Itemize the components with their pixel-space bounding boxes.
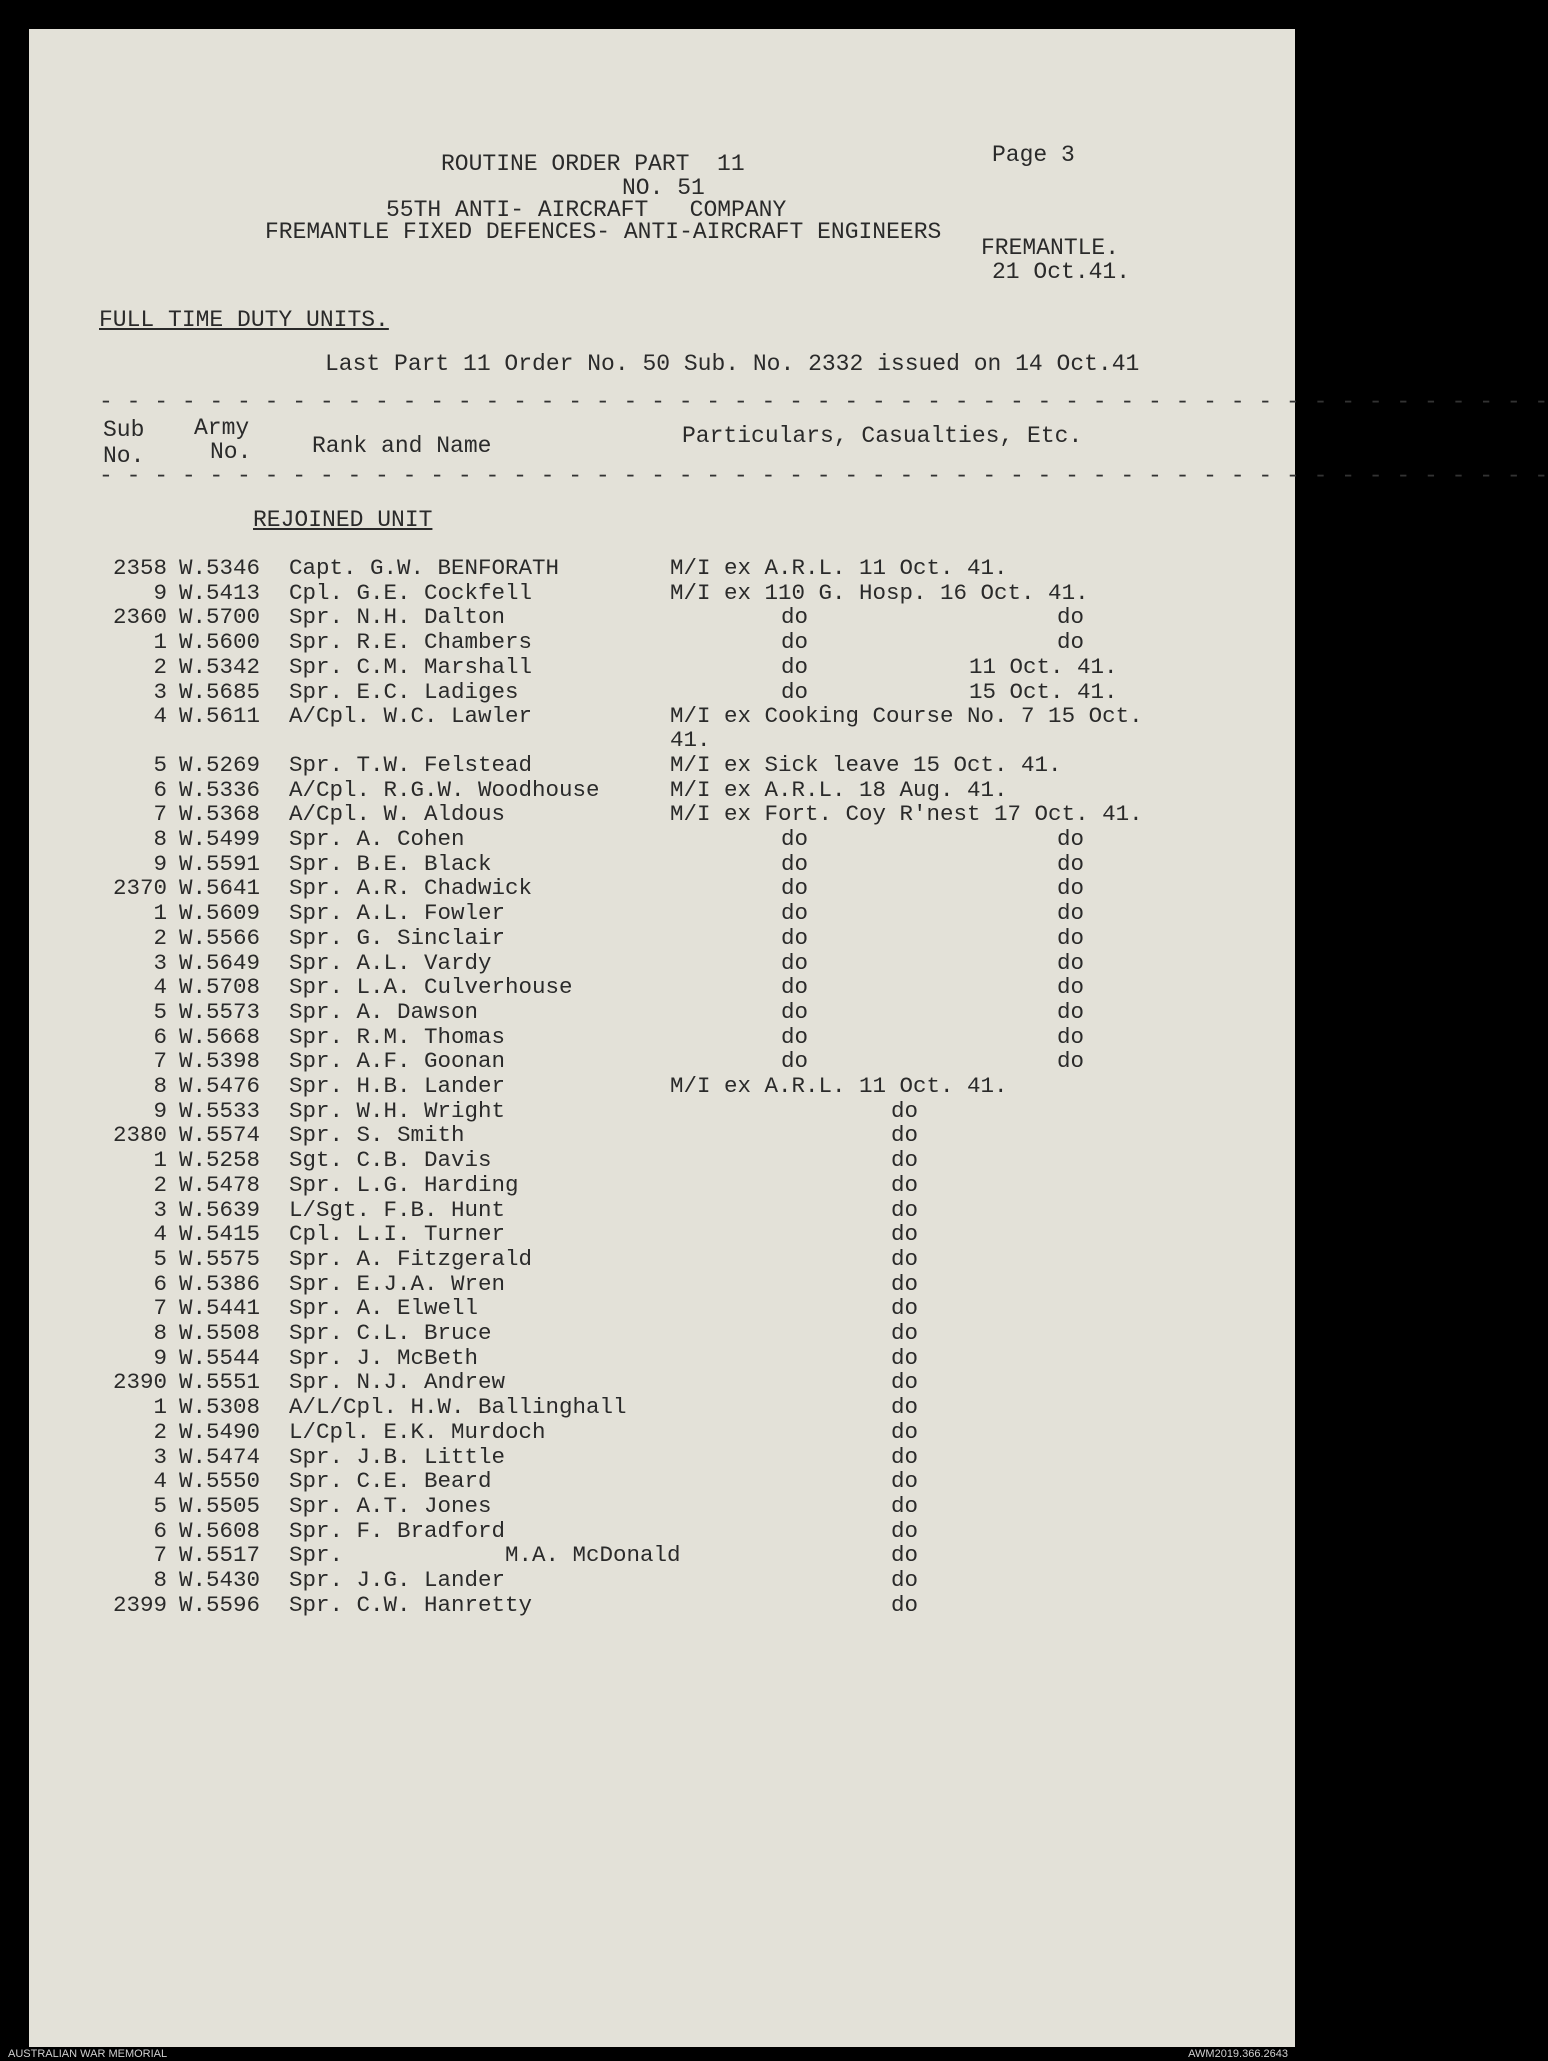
- sub-number: 9: [153, 580, 167, 606]
- army-number: W.5609: [179, 900, 261, 926]
- rank-and-name: Spr. E.C. Ladiges: [289, 679, 519, 705]
- ditto-mark: do: [781, 654, 809, 680]
- sub-number: 9: [153, 1098, 167, 1124]
- ditto-mark: do: [891, 1147, 919, 1173]
- army-number: W.5474: [179, 1444, 261, 1470]
- ditto-date: do: [1057, 1024, 1085, 1050]
- sub-number: 8: [153, 826, 167, 852]
- sub-number: 4: [153, 1468, 167, 1494]
- ditto-mark: do: [891, 1369, 919, 1395]
- army-number: W.5346: [179, 555, 261, 581]
- rank-and-name: Spr. F. Bradford: [289, 1518, 506, 1544]
- last-order-line: Last Part 11 Order No. 50 Sub. No. 2332 issued on 14 Oct.41: [325, 351, 1140, 377]
- sub-number: 6: [153, 1024, 167, 1050]
- army-number: W.5591: [179, 851, 261, 877]
- ditto-mark: do: [891, 1122, 919, 1148]
- rank-and-name: Spr. M.A. McDonald: [289, 1542, 681, 1568]
- army-number: W.5544: [179, 1345, 261, 1371]
- sub-number: 8: [153, 1073, 167, 1099]
- sub-number: 2: [153, 1172, 167, 1198]
- ditto-date: do: [1057, 925, 1085, 951]
- army-number: W.5600: [179, 629, 261, 655]
- rank-and-name: Spr. A. Cohen: [289, 826, 465, 852]
- sub-number: 7: [153, 1048, 167, 1074]
- sub-number: 7: [153, 1295, 167, 1321]
- ditto-mark: do: [891, 1172, 919, 1198]
- rank-and-name: A/Cpl. W.C. Lawler: [289, 703, 533, 729]
- particulars: M/I ex Cooking Course No. 7 15 Oct.: [670, 703, 1143, 729]
- ditto-mark: do: [781, 826, 809, 852]
- rank-and-name: Spr. N.J. Andrew: [289, 1369, 506, 1395]
- particulars: M/I ex A.R.L. 18 Aug. 41.: [670, 777, 1008, 803]
- ditto-date: 11 Oct. 41.: [969, 654, 1118, 680]
- ditto-mark: do: [891, 1542, 919, 1568]
- sub-number: 8: [153, 1320, 167, 1346]
- sub-number: 3: [153, 679, 167, 705]
- rank-and-name: Spr. A. Elwell: [289, 1295, 479, 1321]
- rank-and-name: Spr. J.B. Little: [289, 1444, 506, 1470]
- sub-number: 2399: [112, 1592, 167, 1618]
- sub-number: 3: [153, 1444, 167, 1470]
- rank-and-name: Spr. A.T. Jones: [289, 1493, 492, 1519]
- army-number: W.5566: [179, 925, 261, 951]
- sub-number: 5: [153, 1246, 167, 1272]
- rank-and-name: Spr. E.J.A. Wren: [289, 1271, 506, 1297]
- army-number: W.5649: [179, 950, 261, 976]
- ditto-mark: do: [781, 999, 809, 1025]
- ditto-mark: do: [891, 1518, 919, 1544]
- ditto-mark: do: [781, 604, 809, 630]
- order-title: ROUTINE ORDER PART 11: [441, 151, 745, 177]
- ditto-date: do: [1057, 999, 1085, 1025]
- rank-and-name: Spr. C.E. Beard: [289, 1468, 492, 1494]
- sub-number: 6: [153, 777, 167, 803]
- rank-and-name: L/Cpl. E.K. Murdoch: [289, 1419, 546, 1445]
- ditto-mark: do: [891, 1493, 919, 1519]
- sub-number: 9: [153, 1345, 167, 1371]
- ditto-mark: do: [891, 1444, 919, 1470]
- army-number: W.5336: [179, 777, 261, 803]
- ditto-mark: do: [781, 925, 809, 951]
- sub-number: 5: [153, 999, 167, 1025]
- army-number: W.5269: [179, 752, 261, 778]
- sub-number: 1: [153, 1394, 167, 1420]
- sub-number: 9: [153, 851, 167, 877]
- ditto-date: 15 Oct. 41.: [969, 679, 1118, 705]
- army-number: W.5476: [179, 1073, 261, 1099]
- army-number: W.5368: [179, 801, 261, 827]
- rank-and-name: Spr. L.G. Harding: [289, 1172, 519, 1198]
- document-page: [29, 29, 1548, 2047]
- rank-and-name: Spr. W.H. Wright: [289, 1098, 506, 1124]
- ditto-mark: do: [781, 679, 809, 705]
- ditto-mark: do: [781, 1024, 809, 1050]
- rank-and-name: L/Sgt. F.B. Hunt: [289, 1197, 506, 1223]
- ditto-date: do: [1057, 851, 1085, 877]
- sub-number: 8: [153, 1567, 167, 1593]
- ditto-date: do: [1057, 629, 1085, 655]
- army-number: W.5596: [179, 1592, 261, 1618]
- army-number: W.5533: [179, 1098, 261, 1124]
- rank-and-name: Spr. A. Dawson: [289, 999, 479, 1025]
- sub-number: 2370: [112, 875, 167, 901]
- section-title: FULL TIME DUTY UNITS.: [99, 307, 389, 333]
- order-date: 21 Oct.41.: [992, 259, 1131, 285]
- sub-number: 2: [153, 925, 167, 951]
- ditto-mark: do: [891, 1468, 919, 1494]
- rank-and-name: A/Cpl. W. Aldous: [289, 801, 506, 827]
- army-number: W.5517: [179, 1542, 261, 1568]
- divider-top: - - - - - - - - - - - - - - - - - - - - - - - - - - - - - - - - - - - - - - - - - - - - - - - - - - - - -: [99, 389, 1548, 415]
- place: FREMANTLE.: [981, 235, 1120, 261]
- rank-and-name: Capt. G.W. BENFORATH: [289, 555, 560, 581]
- sub-number: 3: [153, 950, 167, 976]
- rank-and-name: Cpl. G.E. Cockfell: [289, 580, 533, 606]
- sub-number: 5: [153, 752, 167, 778]
- army-number: W.5708: [179, 974, 261, 1000]
- army-number: W.5386: [179, 1271, 261, 1297]
- sub-number: 1: [153, 1147, 167, 1173]
- ditto-date: do: [1057, 604, 1085, 630]
- army-number: W.5441: [179, 1295, 261, 1321]
- sub-number: 5: [153, 1493, 167, 1519]
- col-army-line1: Army: [194, 415, 250, 441]
- unit-name: FREMANTLE FIXED DEFENCES- ANTI-AIRCRAFT ENGINEERS: [265, 219, 942, 245]
- sub-number: 1: [153, 629, 167, 655]
- army-number: W.5639: [179, 1197, 261, 1223]
- rank-and-name: Spr. A.F. Goonan: [289, 1048, 506, 1074]
- ditto-mark: do: [781, 950, 809, 976]
- ditto-mark: do: [891, 1567, 919, 1593]
- army-number: W.5413: [179, 580, 261, 606]
- army-number: W.5415: [179, 1221, 261, 1247]
- company-name: 55TH ANTI- AIRCRAFT COMPANY: [386, 197, 787, 223]
- particulars: M/I ex 110 G. Hosp. 16 Oct. 41.: [670, 580, 1089, 606]
- rank-and-name: Spr. A.L. Vardy: [289, 950, 492, 976]
- ditto-mark: do: [781, 875, 809, 901]
- rank-and-name: Spr. G. Sinclair: [289, 925, 506, 951]
- sub-number: 2: [153, 1419, 167, 1445]
- army-number: W.5505: [179, 1493, 261, 1519]
- ditto-mark: do: [781, 629, 809, 655]
- sub-number: 7: [153, 1542, 167, 1568]
- rank-and-name: Spr. J. McBeth: [289, 1345, 479, 1371]
- army-number: W.5700: [179, 604, 261, 630]
- ditto-mark: do: [891, 1419, 919, 1445]
- rank-and-name: Spr. C.W. Hanretty: [289, 1592, 533, 1618]
- ditto-date: do: [1057, 950, 1085, 976]
- army-number: W.5573: [179, 999, 261, 1025]
- rank-and-name: Spr. N.H. Dalton: [289, 604, 506, 630]
- rank-and-name: Cpl. L.I. Turner: [289, 1221, 506, 1247]
- sub-number: 6: [153, 1271, 167, 1297]
- army-number: W.5430: [179, 1567, 261, 1593]
- army-number: W.5685: [179, 679, 261, 705]
- rank-and-name: Spr. C.L. Bruce: [289, 1320, 492, 1346]
- particulars: M/I ex A.R.L. 11 Oct. 41.: [670, 1073, 1008, 1099]
- ditto-date: do: [1057, 875, 1085, 901]
- ditto-mark: do: [781, 851, 809, 877]
- sub-number: 6: [153, 1518, 167, 1544]
- page-number: Page 3: [992, 142, 1075, 168]
- sub-number: 2380: [112, 1122, 167, 1148]
- ditto-date: do: [1057, 974, 1085, 1000]
- ditto-mark: do: [891, 1271, 919, 1297]
- particulars: M/I ex Fort. Coy R'nest 17 Oct. 41.: [670, 801, 1143, 827]
- army-number: W.5550: [179, 1468, 261, 1494]
- rank-and-name: Spr. A. Fitzgerald: [289, 1246, 533, 1272]
- sub-number: 2390: [112, 1369, 167, 1395]
- rank-and-name: Spr. R.E. Chambers: [289, 629, 533, 655]
- ditto-mark: do: [891, 1345, 919, 1371]
- ditto-date: do: [1057, 900, 1085, 926]
- divider-bottom: - - - - - - - - - - - - - - - - - - - - - - - - - - - - - - - - - - - - - - - - - - - - - - - - - - - - -: [99, 463, 1548, 489]
- rank-and-name: Spr. A.L. Fowler: [289, 900, 506, 926]
- rank-and-name: Spr. A.R. Chadwick: [289, 875, 533, 901]
- col-army-line2: No.: [210, 439, 252, 465]
- sub-number: 2: [153, 654, 167, 680]
- rank-and-name: Spr. C.M. Marshall: [289, 654, 533, 680]
- ditto-mark: do: [891, 1320, 919, 1346]
- rank-and-name: Spr. J.G. Lander: [289, 1567, 506, 1593]
- col-sub-line1: Sub: [103, 417, 145, 443]
- ditto-date: do: [1057, 1048, 1085, 1074]
- army-number: W.5611: [179, 703, 261, 729]
- rank-and-name: A/Cpl. R.G.W. Woodhouse: [289, 777, 600, 803]
- rank-and-name: Spr. L.A. Culverhouse: [289, 974, 573, 1000]
- order-number: NO. 51: [622, 175, 705, 201]
- army-number: W.5641: [179, 875, 261, 901]
- col-particulars: Particulars, Casualties, Etc.: [682, 423, 1083, 449]
- army-number: W.5490: [179, 1419, 261, 1445]
- army-number: W.5398: [179, 1048, 261, 1074]
- ditto-mark: do: [891, 1197, 919, 1223]
- ditto-mark: do: [891, 1394, 919, 1420]
- ditto-mark: do: [781, 1048, 809, 1074]
- army-number: W.5308: [179, 1394, 261, 1420]
- col-rank-name: Rank and Name: [312, 433, 492, 459]
- sub-number: 1: [153, 900, 167, 926]
- army-number: W.5499: [179, 826, 261, 852]
- army-number: W.5608: [179, 1518, 261, 1544]
- ditto-mark: do: [891, 1221, 919, 1247]
- particulars: M/I ex Sick leave 15 Oct. 41.: [670, 752, 1062, 778]
- ditto-mark: do: [781, 900, 809, 926]
- particulars: M/I ex A.R.L. 11 Oct. 41.: [670, 555, 1008, 581]
- sub-number: 4: [153, 974, 167, 1000]
- particulars-continued: 41.: [670, 727, 711, 753]
- rank-and-name: Spr. B.E. Black: [289, 851, 492, 877]
- ditto-date: do: [1057, 826, 1085, 852]
- army-number: W.5575: [179, 1246, 261, 1272]
- sub-number: 4: [153, 1221, 167, 1247]
- army-number: W.5478: [179, 1172, 261, 1198]
- ditto-mark: do: [891, 1098, 919, 1124]
- rank-and-name: Spr. S. Smith: [289, 1122, 465, 1148]
- rank-and-name: Spr. H.B. Lander: [289, 1073, 506, 1099]
- ditto-mark: do: [891, 1246, 919, 1272]
- ditto-mark: do: [891, 1295, 919, 1321]
- army-number: W.5574: [179, 1122, 261, 1148]
- subheading-rejoined: REJOINED UNIT: [253, 507, 433, 533]
- rank-and-name: Spr. R.M. Thomas: [289, 1024, 506, 1050]
- ditto-mark: do: [891, 1592, 919, 1618]
- army-number: W.5551: [179, 1369, 261, 1395]
- col-sub-line2: No.: [103, 443, 145, 469]
- army-number: W.5342: [179, 654, 261, 680]
- sub-number: 3: [153, 1197, 167, 1223]
- footer-source: AUSTRALIAN WAR MEMORIAL: [8, 2048, 168, 2060]
- footer-accession: AWM2019.366.2643: [1188, 2048, 1288, 2060]
- sub-number: 4: [153, 703, 167, 729]
- army-number: W.5668: [179, 1024, 261, 1050]
- rank-and-name: Spr. T.W. Felstead: [289, 752, 533, 778]
- sub-number: 2358: [112, 555, 167, 581]
- sub-number: 7: [153, 801, 167, 827]
- rank-and-name: A/L/Cpl. H.W. Ballinghall: [289, 1394, 627, 1420]
- army-number: W.5258: [179, 1147, 261, 1173]
- ditto-mark: do: [781, 974, 809, 1000]
- rank-and-name: Sgt. C.B. Davis: [289, 1147, 492, 1173]
- sub-number: 2360: [112, 604, 167, 630]
- army-number: W.5508: [179, 1320, 261, 1346]
